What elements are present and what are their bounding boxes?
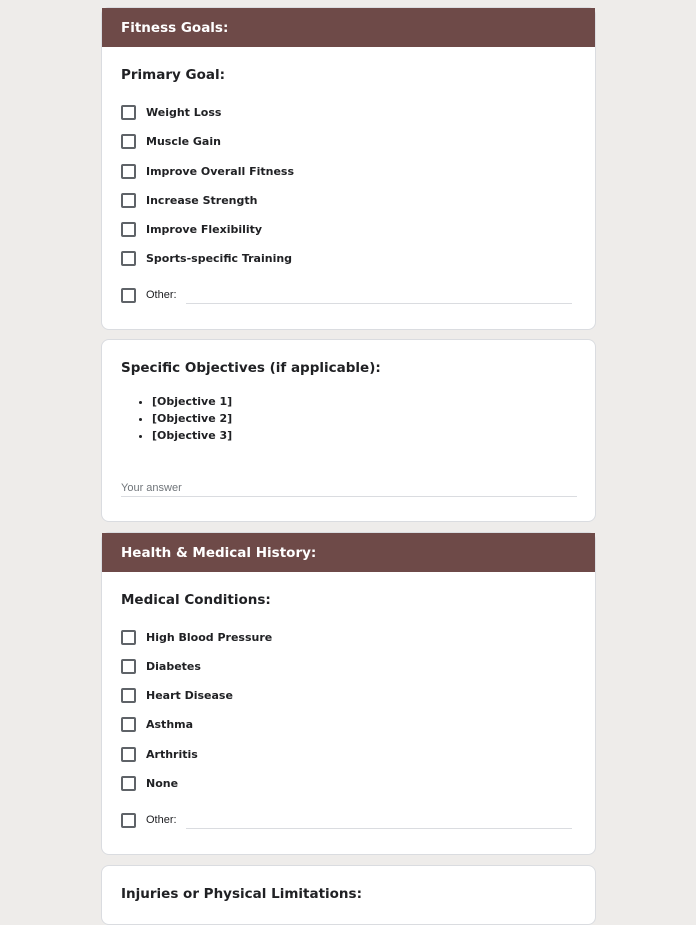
checkbox[interactable] — [121, 222, 136, 237]
checkbox[interactable] — [121, 813, 136, 828]
list-item: • [Objective 1] — [152, 393, 232, 410]
option-label: Improve Overall Fitness — [146, 164, 295, 178]
checkbox[interactable] — [121, 659, 136, 674]
list-item: • [Objective 2] — [152, 410, 232, 427]
primary-goal-question — [102, 47, 595, 331]
checkbox[interactable] — [121, 134, 136, 149]
checkbox[interactable] — [121, 776, 136, 791]
option-diabetes[interactable] — [121, 658, 201, 674]
option-increase-strength[interactable] — [121, 192, 257, 208]
option-heart-disease[interactable] — [121, 687, 233, 703]
checkbox[interactable] — [121, 747, 136, 762]
option-label: Weight Loss — [146, 105, 222, 119]
question-title: Injuries or Physical Limitations: — [121, 886, 362, 902]
answer-input[interactable] — [121, 479, 577, 497]
checkbox[interactable] — [121, 688, 136, 703]
question-title: Specific Objectives (if applicable): — [121, 360, 381, 376]
medical-conditions-question — [102, 572, 595, 856]
option-asthma[interactable] — [121, 716, 193, 732]
health-medical-card — [101, 532, 596, 855]
option-none[interactable] — [121, 775, 178, 791]
other-text-input[interactable] — [186, 828, 572, 829]
option-other[interactable] — [121, 812, 177, 828]
injuries-card — [101, 865, 596, 925]
option-muscle-gain[interactable] — [121, 133, 221, 149]
option-label: Heart Disease — [146, 688, 233, 702]
specific-objectives-card — [101, 339, 596, 522]
objectives-list — [140, 393, 232, 444]
option-improve-flexibility[interactable] — [121, 221, 262, 237]
other-label: Other: — [146, 814, 177, 826]
question-title: Medical Conditions: — [121, 592, 271, 608]
option-label: Improve Flexibility — [146, 222, 263, 236]
option-weight-loss[interactable] — [121, 104, 221, 120]
option-improve-overall-fitness[interactable] — [121, 163, 294, 179]
list-item: • [Objective 3] — [152, 427, 232, 444]
checkbox[interactable] — [121, 288, 136, 303]
fitness-goals-card — [101, 7, 596, 330]
option-label: Asthma — [146, 717, 194, 731]
section-header-fitness-goals: Fitness Goals: — [102, 8, 595, 47]
option-label: None — [146, 776, 179, 790]
option-sports-specific-training[interactable] — [121, 250, 292, 266]
checkbox[interactable] — [121, 251, 136, 266]
section-header-health-medical: Health & Medical History: — [102, 533, 595, 572]
option-label: High Blood Pressure — [146, 630, 273, 644]
option-label: Muscle Gain — [146, 134, 221, 148]
checkbox[interactable] — [121, 193, 136, 208]
option-label: Diabetes — [146, 659, 201, 673]
option-high-blood-pressure[interactable] — [121, 629, 272, 645]
checkbox[interactable] — [121, 105, 136, 120]
option-arthritis[interactable] — [121, 746, 198, 762]
option-label: Sports-specific Training — [146, 251, 293, 265]
checkbox[interactable] — [121, 630, 136, 645]
option-label: Arthritis — [146, 747, 198, 761]
option-label: Increase Strength — [146, 193, 258, 207]
other-label: Other: — [146, 289, 177, 301]
question-title: Primary Goal: — [121, 67, 226, 83]
other-text-input[interactable] — [186, 303, 572, 304]
checkbox[interactable] — [121, 164, 136, 179]
checkbox[interactable] — [121, 717, 136, 732]
option-other[interactable] — [121, 287, 177, 303]
